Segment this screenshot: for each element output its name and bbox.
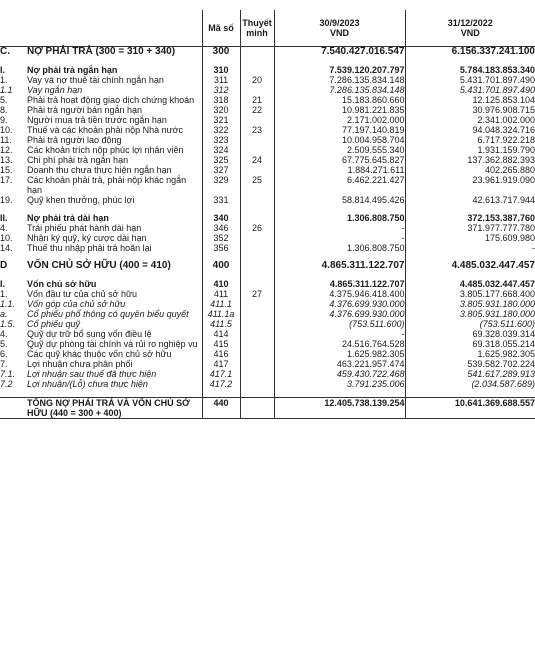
- row-section: 4.: [0, 222, 8, 233]
- row-code: 400: [202, 261, 240, 271]
- row-description: Các khoản trích nộp phúc lợi nhân viên: [27, 144, 184, 155]
- row-note: [240, 261, 274, 271]
- row-code: 324: [202, 145, 240, 155]
- row-value-2022: 1.931.159.790: [405, 145, 535, 155]
- row-value-2023: [274, 205, 405, 213]
- row-section: [0, 389, 27, 398]
- row-section: 7.2: [0, 378, 13, 389]
- row-section: I.: [0, 64, 6, 75]
- row-code: 346: [202, 223, 240, 233]
- row-code: 323: [202, 135, 240, 145]
- row-value-2023: 4.865.311.122.707: [274, 279, 405, 289]
- row-value-2022: 541.617.289.913: [405, 369, 535, 379]
- header-col1-unit: VND: [329, 27, 349, 38]
- row-section: II.: [0, 212, 8, 223]
- table-row: [0, 379, 535, 389]
- row-code: [202, 205, 240, 213]
- row-code: 415: [202, 339, 240, 349]
- table-row: [0, 145, 535, 155]
- row-code: 312: [202, 85, 240, 95]
- row-note: [240, 195, 274, 205]
- table-row: [0, 46, 535, 57]
- row-note: [240, 309, 274, 319]
- table-row: [0, 95, 535, 105]
- row-section: I.: [0, 278, 6, 289]
- row-value-2023: 4.865.311.122.707: [274, 261, 405, 271]
- row-code: 311: [202, 75, 240, 85]
- row-description: Nợ phải trả ngắn hạn: [27, 64, 118, 75]
- row-description: Nhận ký quỹ, ký cược dài hạn: [27, 232, 147, 243]
- row-section: 15.: [0, 164, 13, 175]
- row-description: Quỹ dự trữ bổ sung vốn điều lệ: [27, 328, 152, 339]
- row-value-2022: [405, 57, 535, 65]
- row-note: [240, 135, 274, 145]
- row-value-2023: 7.539.120.207.797: [274, 65, 405, 75]
- row-code: 331: [202, 195, 240, 205]
- row-code: 322: [202, 125, 240, 135]
- row-section: 1.1.: [0, 298, 16, 309]
- row-section: 11.: [0, 134, 12, 145]
- row-value-2022: 6.156.337.241.100: [405, 46, 535, 57]
- table-row: [0, 243, 535, 253]
- table-row: [0, 309, 535, 319]
- row-value-2022: (2.034.587.689): [405, 379, 535, 389]
- row-note: [240, 205, 274, 213]
- row-value-2023: [274, 389, 405, 398]
- row-code: 300: [202, 46, 240, 57]
- row-description: Vốn góp của chủ sở hữu: [27, 298, 126, 309]
- row-value-2023: 1.625.982.305: [274, 349, 405, 359]
- row-code: 411.1a: [202, 309, 240, 319]
- row-value-2023: -: [274, 223, 405, 233]
- row-value-2022: 69.318.055.214: [405, 339, 535, 349]
- row-code: 411.5: [202, 319, 240, 329]
- row-value-2023: 7.286.135.834.148: [274, 85, 405, 95]
- row-value-2022: 3.805.931.180.000: [405, 299, 535, 309]
- table-row: [0, 85, 535, 95]
- row-section: 17.: [0, 174, 13, 185]
- row-value-2022: [405, 205, 535, 213]
- row-section: 7.1.: [0, 368, 16, 379]
- row-value-2022: 6.717.922.218: [405, 135, 535, 145]
- row-code: 417.2: [202, 379, 240, 389]
- row-code: 310: [202, 65, 240, 75]
- row-value-2022: -: [405, 243, 535, 253]
- table-header: [0, 10, 535, 46]
- row-note: [240, 271, 274, 279]
- row-description: Trái phiếu phát hành dài hạn: [27, 222, 142, 233]
- row-value-2022: 3.805.931.180.000: [405, 309, 535, 319]
- row-note: [240, 379, 274, 389]
- row-value-2023: 15.183.860.660: [274, 95, 405, 105]
- row-code: 411.1: [202, 299, 240, 309]
- row-code: 417: [202, 359, 240, 369]
- table-row: [0, 389, 535, 398]
- row-section: 5.: [0, 338, 8, 349]
- row-description: Thuế thu nhập phải trả hoãn lại: [27, 242, 152, 253]
- table-row: [0, 299, 535, 309]
- row-value-2022: 10.641.369.688.557: [405, 397, 535, 418]
- row-code: [202, 271, 240, 279]
- row-section: 14.: [0, 242, 13, 253]
- row-code: 321: [202, 115, 240, 125]
- row-value-2022: (753.511.600): [405, 319, 535, 329]
- row-value-2022: 5.431.701.897.490: [405, 85, 535, 95]
- row-value-2023: 12.405.738.139.254: [274, 397, 405, 418]
- row-value-2022: 42.613.717.944: [405, 195, 535, 205]
- row-note: 22: [240, 105, 274, 115]
- row-section: [0, 57, 27, 65]
- row-value-2022: 69.328.039.314: [405, 329, 535, 339]
- row-value-2023: 77.197.140.819: [274, 125, 405, 135]
- table-row: [0, 175, 535, 195]
- row-code: [202, 389, 240, 398]
- table-row: [0, 205, 535, 213]
- row-value-2023: -: [274, 329, 405, 339]
- row-section: 12.: [0, 144, 13, 155]
- row-value-2022: 4.485.032.447.457: [405, 279, 535, 289]
- row-value-2022: 2.341.002.000: [405, 115, 535, 125]
- row-value-2023: 58.814.495.426: [274, 195, 405, 205]
- row-description: [27, 57, 202, 65]
- row-note: [240, 233, 274, 243]
- row-code: 356: [202, 243, 240, 253]
- table-row: [0, 57, 535, 65]
- table-row: [0, 261, 535, 271]
- row-description: Quỹ dự phòng tài chính và rủi ro nghiệp vụ: [27, 338, 198, 349]
- row-note: [240, 369, 274, 379]
- row-code: 325: [202, 155, 240, 165]
- row-section: 19.: [0, 194, 13, 205]
- row-section: 1.: [0, 288, 8, 299]
- row-section: 7.: [0, 358, 8, 369]
- row-value-2023: 10.004.958.704: [274, 135, 405, 145]
- row-value-2022: 5.784.183.853.340: [405, 65, 535, 75]
- row-section: 9.: [0, 114, 8, 125]
- row-description: Người mua trả tiền trước ngắn hạn: [27, 114, 167, 125]
- row-description: VỐN CHỦ SỞ HỮU (400 = 410): [27, 259, 171, 271]
- row-description: Vốn chủ sở hữu: [27, 278, 97, 289]
- table-row: [0, 233, 535, 243]
- table-row: [0, 105, 535, 115]
- row-value-2023: [274, 57, 405, 65]
- row-section: 5.: [0, 94, 8, 105]
- row-value-2023: 1.884.271.611: [274, 165, 405, 175]
- row-code: 417.1: [202, 369, 240, 379]
- row-note: [240, 243, 274, 253]
- row-value-2022: 4.485.032.447.457: [405, 261, 535, 271]
- table-row: [0, 359, 535, 369]
- row-value-2022: 137.362.882.393: [405, 155, 535, 165]
- row-value-2022: 539.582.702.224: [405, 359, 535, 369]
- row-note: [240, 389, 274, 398]
- row-note: [240, 397, 274, 418]
- row-description: Chi phí phải trả ngắn hạn: [27, 154, 129, 165]
- row-description: NỢ PHẢI TRẢ (300 = 310 + 340): [27, 46, 202, 57]
- row-section: D: [0, 259, 8, 271]
- row-description: Cổ phiếu quỹ: [27, 318, 81, 329]
- header-col2: [405, 10, 535, 46]
- row-value-2022: 5.431.701.897.490: [405, 75, 535, 85]
- header-code: Mã số: [202, 10, 240, 46]
- row-note: [240, 46, 274, 57]
- table-row: [0, 75, 535, 85]
- row-value-2022: 1.625.982.305: [405, 349, 535, 359]
- row-value-2022: [405, 271, 535, 279]
- row-description: Lợi nhuận/(Lỗ) chưa thực hiện: [27, 378, 148, 389]
- row-note: [240, 299, 274, 309]
- row-code: 352: [202, 233, 240, 243]
- row-value-2023: 7.286.135.834.148: [274, 75, 405, 85]
- row-description: Phải trả người bán ngắn hạn: [27, 104, 143, 115]
- row-description: Vốn đầu tư của chủ sở hữu: [27, 288, 138, 299]
- row-section: 1.: [0, 74, 8, 85]
- row-description: Thuế và các khoản phải nộp Nhà nước: [27, 124, 184, 135]
- row-description: [27, 271, 202, 279]
- row-description: TỔNG NỢ PHẢI TRẢ VÀ VỐN CHỦ SỞ HỮU (440 = 300 + 400): [27, 397, 202, 418]
- row-value-2023: 4.376.699.930.000: [274, 309, 405, 319]
- balance-sheet-table: [0, 10, 535, 419]
- table-row: [0, 319, 535, 329]
- table-row: [0, 165, 535, 175]
- row-value-2022: 3.805.177.668.400: [405, 289, 535, 299]
- header-section: [0, 10, 27, 46]
- row-code: [202, 57, 240, 65]
- row-value-2023: 2.509.555.340: [274, 145, 405, 155]
- row-value-2023: [274, 271, 405, 279]
- row-value-2023: 1.306.808.750: [274, 243, 405, 253]
- row-section: C.: [0, 46, 27, 57]
- table-row: [0, 155, 535, 165]
- row-section: 1.1: [0, 84, 13, 95]
- row-note: [240, 213, 274, 223]
- row-note: 23: [240, 125, 274, 135]
- header-description: [27, 10, 202, 46]
- table-row: [0, 339, 535, 349]
- table-row: [0, 223, 535, 233]
- row-note: 27: [240, 289, 274, 299]
- row-description: Phải trả người lao động: [27, 134, 122, 145]
- row-description: Cổ phiếu phổ thông có quyền biểu quyết: [27, 308, 189, 319]
- table-row: [0, 329, 535, 339]
- row-section: 4.: [0, 328, 8, 339]
- row-value-2023: 67.775.645.827: [274, 155, 405, 165]
- table-row: [0, 369, 535, 379]
- row-description: Vay ngắn hạn: [27, 84, 83, 95]
- table-row: [0, 65, 535, 75]
- row-note: [240, 145, 274, 155]
- row-value-2023: 4.375.946.418.400: [274, 289, 405, 299]
- row-note: [240, 329, 274, 339]
- row-value-2022: 371.977.777.780: [405, 223, 535, 233]
- row-value-2022: 23.961.919.090: [405, 175, 535, 195]
- row-value-2023: (753.511.600): [274, 319, 405, 329]
- row-description: Doanh thu chưa thực hiện ngắn hạn: [27, 164, 172, 175]
- row-section: [0, 397, 27, 418]
- row-code: 327: [202, 165, 240, 175]
- row-description: [27, 205, 202, 213]
- row-description: Phải trả hoạt động giao dịch chứng khoán: [27, 94, 195, 105]
- row-note: [240, 65, 274, 75]
- row-value-2023: 1.306.808.750: [274, 213, 405, 223]
- row-description: Vay và nợ thuê tài chính ngắn hạn: [27, 74, 164, 85]
- row-value-2023: 463.221.957.474: [274, 359, 405, 369]
- row-note: [240, 57, 274, 65]
- row-code: 329: [202, 175, 240, 195]
- row-section: a.: [0, 308, 8, 319]
- header-col1-date: 30/9/2023: [319, 17, 360, 28]
- row-value-2022: 94.048.324.716: [405, 125, 535, 135]
- row-value-2023: -: [274, 233, 405, 243]
- row-description: Quỹ khen thưởng, phúc lợi: [27, 194, 135, 205]
- row-note: [240, 253, 274, 261]
- row-value-2022: 372.153.387.760: [405, 213, 535, 223]
- row-code: 320: [202, 105, 240, 115]
- row-code: 414: [202, 329, 240, 339]
- row-value-2023: 4.376.699.930.000: [274, 299, 405, 309]
- row-value-2022: 30.976.908.715: [405, 105, 535, 115]
- row-note: 26: [240, 223, 274, 233]
- table-row: [0, 271, 535, 279]
- row-value-2022: 402.265.880: [405, 165, 535, 175]
- table-row: [0, 279, 535, 289]
- row-section: 8.: [0, 104, 8, 115]
- table-row: [0, 125, 535, 135]
- row-value-2023: 7.540.427.016.547: [274, 46, 405, 57]
- row-description: [27, 389, 202, 398]
- row-section: 10.: [0, 124, 13, 135]
- table-row: [0, 213, 535, 223]
- table-row: [0, 115, 535, 125]
- row-value-2022: [405, 389, 535, 398]
- row-value-2022: 175.609.980: [405, 233, 535, 243]
- row-section: 1.5.: [0, 318, 16, 329]
- row-section: [0, 271, 27, 279]
- row-value-2022: 12.125.853.104: [405, 95, 535, 105]
- row-section: 6.: [0, 348, 8, 359]
- table-row: [0, 135, 535, 145]
- row-value-2023: 24.516.764.528: [274, 339, 405, 349]
- table-row: [0, 289, 535, 299]
- row-value-2023: 3.791.235.006: [274, 379, 405, 389]
- row-code: 410: [202, 279, 240, 289]
- table-row: [0, 349, 535, 359]
- row-note: [240, 279, 274, 289]
- row-note: [240, 165, 274, 175]
- header-note: Thuyết minh: [240, 10, 274, 46]
- row-code: 340: [202, 213, 240, 223]
- table-row: [0, 195, 535, 205]
- table-body: [0, 46, 535, 418]
- row-note: [240, 349, 274, 359]
- row-note: 21: [240, 95, 274, 105]
- row-value-2023: 10.981.221.835: [274, 105, 405, 115]
- table-row: [0, 397, 535, 418]
- row-value-2023: 2.171.002.000: [274, 115, 405, 125]
- row-note: [240, 85, 274, 95]
- row-description: Lợi nhuận chưa phân phối: [27, 358, 133, 369]
- row-description: Các quỹ khác thuộc vốn chủ sở hữu: [27, 348, 172, 359]
- row-section: 10.: [0, 232, 13, 243]
- header-col2-date: 31/12/2022: [447, 17, 493, 28]
- row-code: 440: [202, 397, 240, 418]
- row-section: 13.: [0, 154, 13, 165]
- row-section: [0, 205, 27, 213]
- row-code: 411: [202, 289, 240, 299]
- row-note: [240, 359, 274, 369]
- header-col1: [274, 10, 405, 46]
- row-description: Các khoản phải trả, phải nộp khác ngắn hạn: [27, 174, 187, 195]
- row-code: 318: [202, 95, 240, 105]
- row-note: [240, 115, 274, 125]
- header-col2-unit: VND: [460, 27, 480, 38]
- row-note: 24: [240, 155, 274, 165]
- row-note: [240, 319, 274, 329]
- row-note: 25: [240, 175, 274, 195]
- row-description: Nợ phải trả dài hạn: [27, 212, 109, 223]
- row-code: 416: [202, 349, 240, 359]
- row-description: Lợi nhuận sau thuế đã thực hiện: [27, 368, 157, 379]
- row-value-2023: 459.430.722.468: [274, 369, 405, 379]
- row-value-2023: 6.462.221.427: [274, 175, 405, 195]
- row-note: [240, 339, 274, 349]
- row-note: 20: [240, 75, 274, 85]
